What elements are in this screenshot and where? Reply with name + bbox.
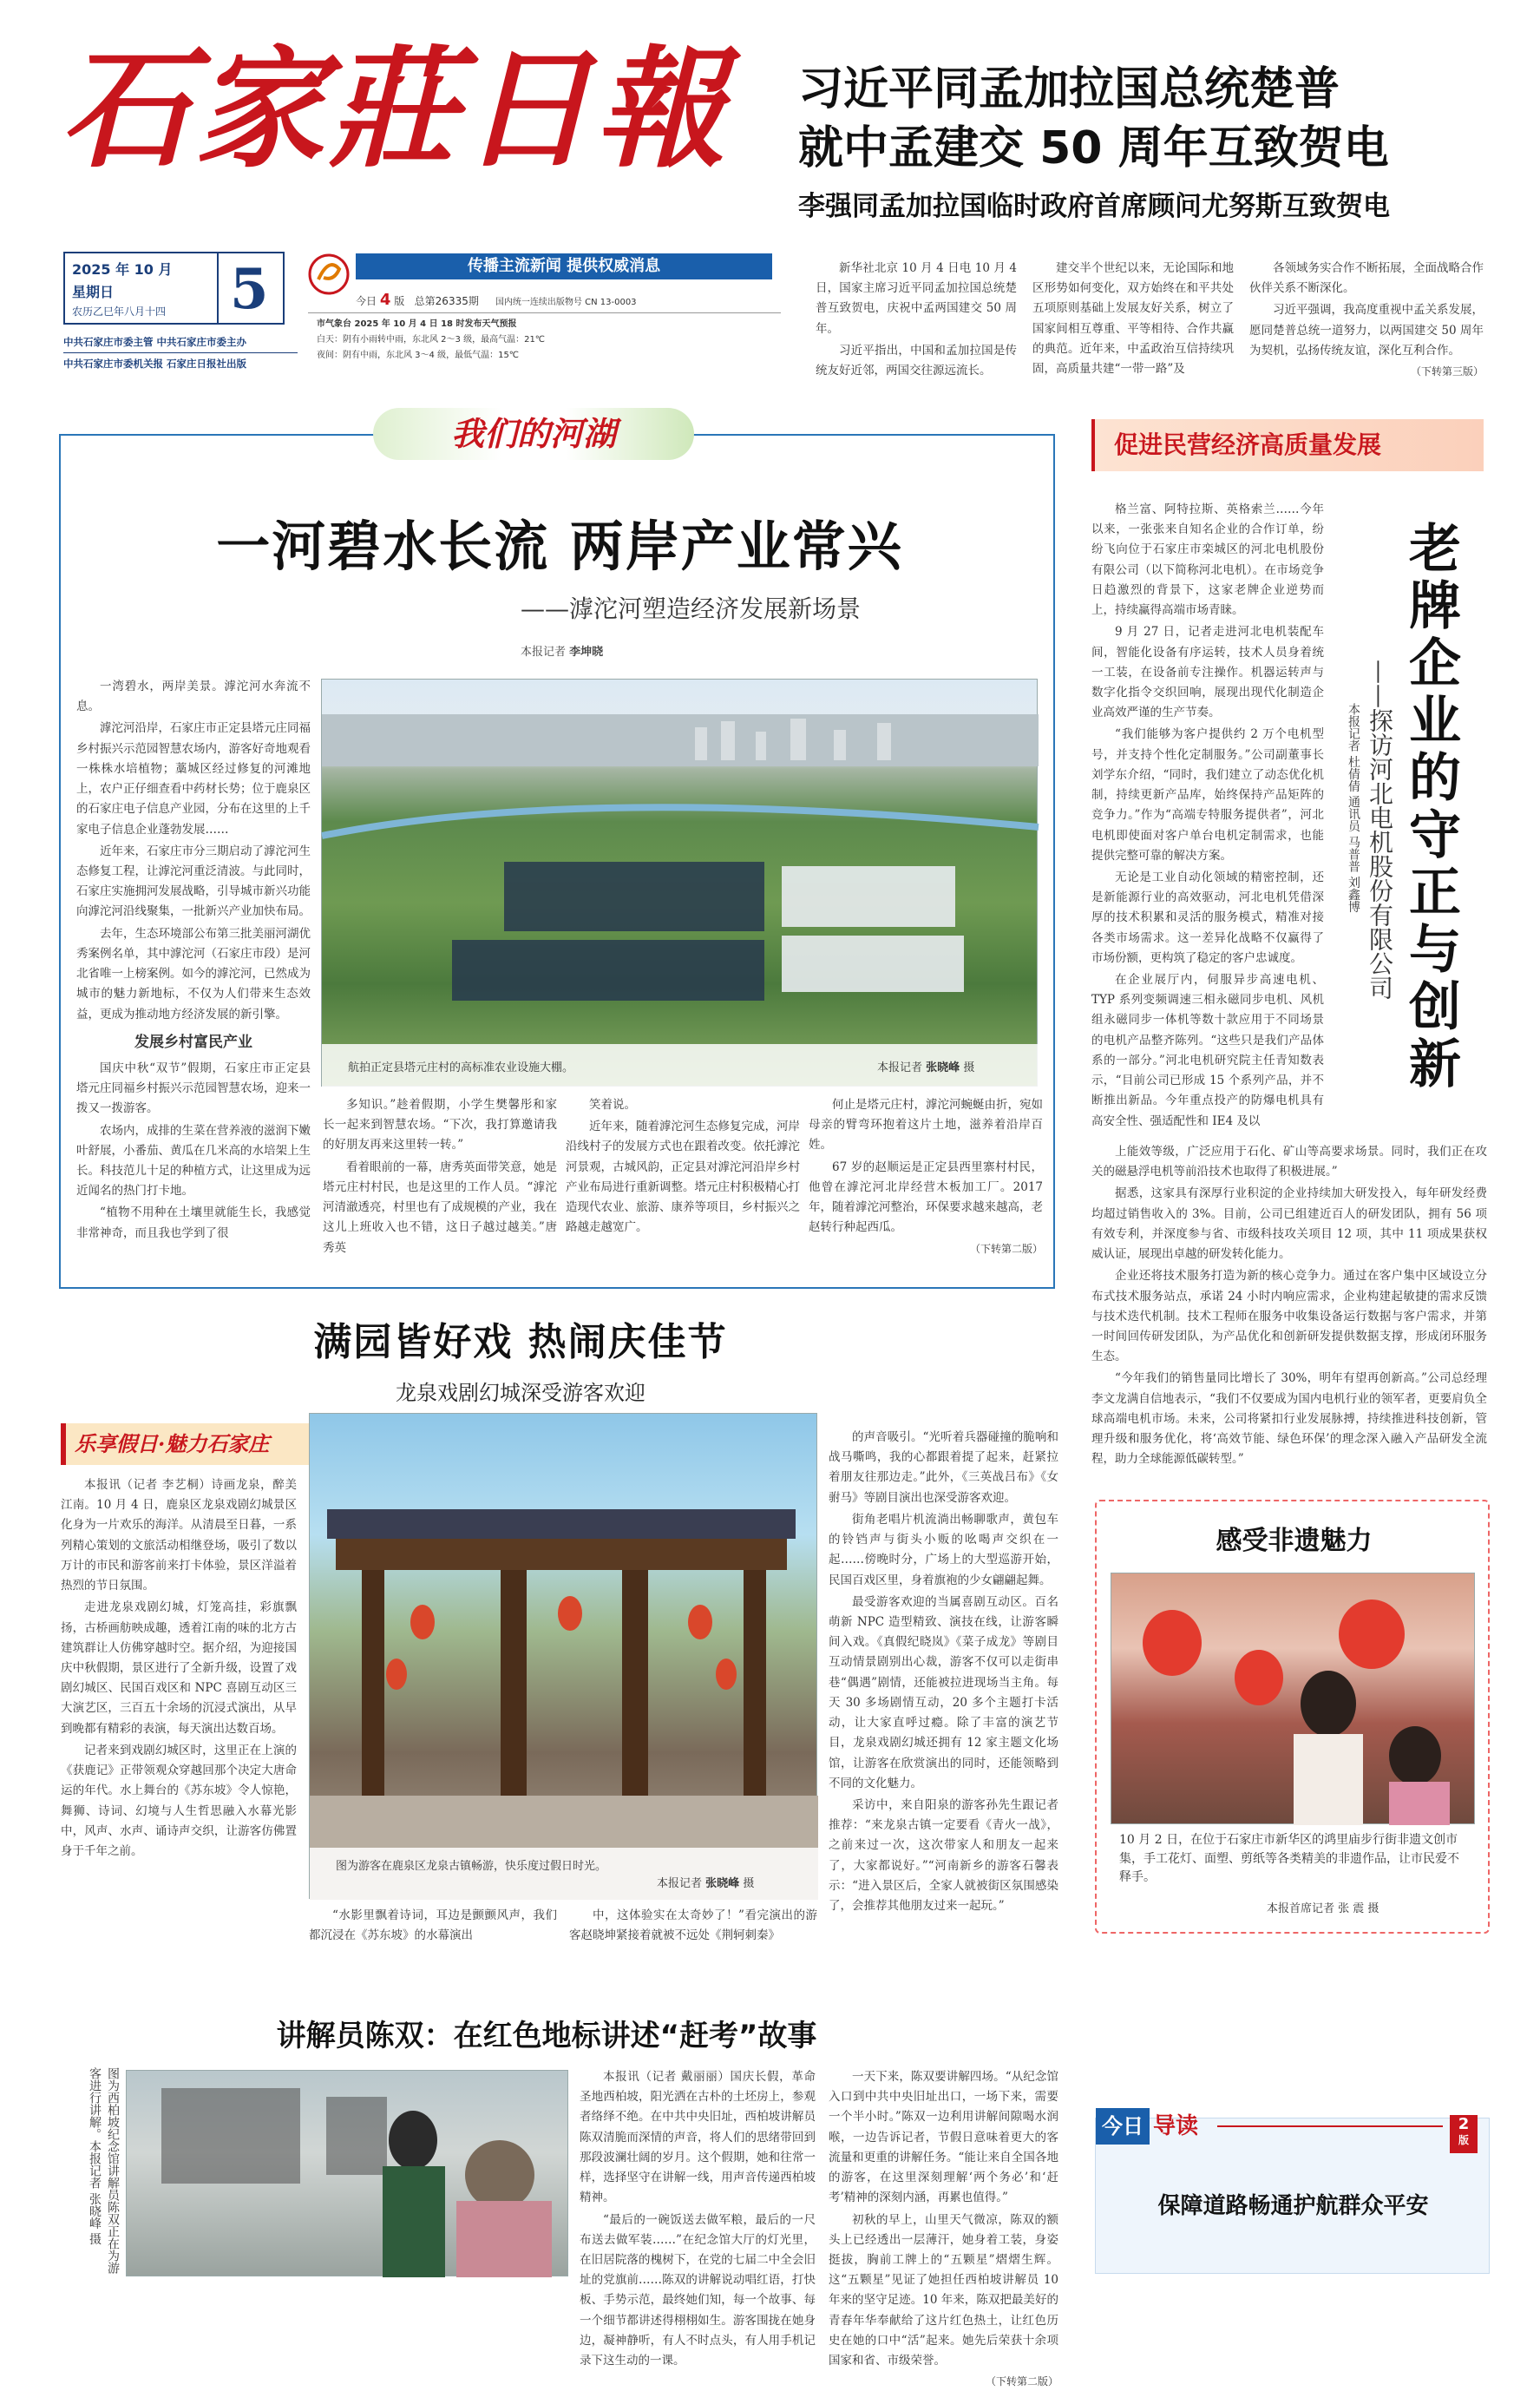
weather-box (308, 312, 781, 380)
paragraph: 习近平强调，我高度重视中孟关系发展，愿同楚普总统一道努力，以两国建交 50 周年为契机，弘扬传统友谊，深化互利合作。 (1249, 303, 1484, 358)
turn-note: （下转第三版） (1410, 365, 1484, 378)
page-unit: 版 (1458, 2134, 1469, 2146)
private-banner-text: 促进民营经济高质量发展 (1114, 430, 1382, 459)
page-number: 2 (1458, 2115, 1470, 2133)
river-subtitle: ——滹沱河塑造经济发展新场景 (521, 594, 862, 623)
opera-photo-credit (657, 1875, 754, 1893)
river-tag (373, 408, 694, 460)
lead-col-1 (816, 259, 1017, 415)
heritage-caption: 10 月 2 日，在位于石家庄市新华区的鸿里庙步行街非遗文创市集，手工花灯、面塑、剪纸等各类精美的非遗作品，让市民爱不释手。 (1119, 1833, 1459, 1885)
credit-name: 张晓峰 (705, 1877, 740, 1890)
pages-count: 4 (379, 291, 391, 309)
paragraph: 一天下来，陈双要讲解四场。“从纪念馆入口到中共中央旧址出口，一场下来，需要一个半小时。”陈双一边利用讲解间隙喝水润喉，一边告诉记者，节假日意味着更大的客流量和更重的讲解任务。“能让来自全国各地的游客，在这里深刻理解‘两个务必’和‘赶考’精神的深刻内涵，再累也值得。” (829, 2070, 1058, 2205)
paragraph: 最受游客欢迎的当属喜剧互动区。百名萌新 NPC 造型精致、演技在线，让游客瞬间入戏。《真假纪晓岚》《菜子成龙》等剧目互动情景剧别出心裁，游客不仅可以走街串巷“偶遇”剧情，还能被拉进现场当主角。每天 30 多场剧情互动，20 多个主题打卡活动，让大家直呼过瘾。除了丰富的演艺节目，龙泉戏剧幻城还拥有 12 家主题文化场馆，让游客在欣赏演出的同时，还能领略到不同的文化魅力。 (829, 1594, 1058, 1790)
day-number (217, 252, 219, 325)
paragraph: 无论是工业自动化领域的精密控制，还是新能源行业的高效驱动，河北电机凭借深厚的技术积累和灵活的服务模式，精准对接各类市场需求。这一差异化战略不仅赢得了市场份额，更构筑了稳定的客户忠诚度。 (1091, 870, 1324, 965)
credit-label: 本报记者 (877, 1061, 923, 1074)
guide-col-1 (580, 2067, 816, 2368)
paragraph: 何止是塔元庄村，滹沱河蜿蜒由折，宛如母亲的臂弯环抱着这片土地，滋养着沿岸百姓。 (809, 1098, 1043, 1153)
opera-col-2 (309, 1906, 557, 2001)
paper-icon (308, 253, 350, 295)
private-subtitle (1362, 660, 1397, 1094)
issue-line (356, 290, 772, 311)
opera-subtitle: 龙泉戏剧幻城深受游客欢迎 (396, 1381, 645, 1405)
lead-col-3 (1249, 259, 1484, 415)
paragraph: 建交半个世纪以来，无论国际和地区形势如何变化，双方始终在和平共处五项原则基础上发展友好关系，树立了国家间相互尊重、平等相待、合作共赢的典范。近年来，中孟政治互信持续巩固，高质量共建“一带一路”及 (1032, 261, 1234, 377)
opera-photo-caption: 图为游客在鹿泉区龙泉古镇畅游，快乐度过假日时光。 (336, 1860, 607, 1873)
opera-col-4 (829, 1428, 1058, 2000)
turn-note: （下转第二版） (969, 1242, 1043, 1255)
paragraph: 记者来到戏剧幻城区时，这里正在上演的《获鹿记》正带领观众穿越回那个决定大唐命运的年代。水上舞台的《苏东坡》令人惊艳，舞狮、诗词、幻境与人生哲思融入水幕光影中，风声、水声、诵诗声交织，让游客仿佛置身于千年之前。 (61, 1743, 297, 1858)
swirl-icon (308, 253, 350, 295)
paragraph: “水影里飘着诗词，耳边是颤颤风声，我们都沉浸在《苏东坡》的水幕演出 (309, 1908, 557, 1943)
daily-guide-page (1450, 2115, 1478, 2153)
river-title: 一河碧水长流 两岸产业常兴 (216, 515, 903, 578)
paragraph: 67 岁的赵顺运是正定县西里寨村村民，他曾在滹沱河北岸经营木板加工厂。2017 年，随着滹沱河整治，环保要求越来越高，老赵转行种起西瓜。 (809, 1159, 1043, 1235)
credit-name: 张晓峰 (926, 1061, 960, 1074)
river-photo-caption: 航拍正定县塔元庄村的高标准农业设施大棚。 (348, 1061, 574, 1074)
paragraph: 格兰富、阿特拉斯、英格索兰……今年以来，一张张来自知名企业的合作订单，纷纷飞向位于石家庄市栾城区的河北电机股份有限公司（以下简称河北电机）。在市场竞争日趋激烈的背景下，这家老牌企业逆势而上，持续赢得高端市场青睐。 (1091, 503, 1324, 618)
paragraph: “植物不用种在土壤里就能生长，我感觉非常神奇，而且我也学到了很 (76, 1205, 311, 1240)
paragraph: 据悉，这家具有深厚行业积淀的企业持续加大研发投入，每年研发经费均超过销售收入的 3%。目前，公司已组建近百人的研发团队，拥有 56 项有效专利，并深度参与省、市级科技攻关项目 12 项，其中 11 项成果获权威认证，展现出卓越的研发转化能力。 (1091, 1186, 1487, 1262)
paragraph: 近年来，石家庄市分三期启动了滹沱河生态修复工程，让滹沱河重泛清波。与此同时，石家庄实施拥河发展战略，引导城市新兴功能向滹沱河沿线聚集，一批新兴产业加快布局。 (76, 844, 311, 919)
guide-vertical-caption (61, 2067, 121, 2276)
credit-label: 本报记者 (657, 1877, 703, 1890)
private-title (1400, 521, 1468, 1146)
paragraph: 滹沱河沿岸，石家庄市正定县塔元庄同福乡村振兴示范园智慧农场内，游客好奇地观看一株株水培植物；藁城区经过修复的河滩地上，农户正仔细查看中药材长势；位于鹿泉区的石家庄电子信息产业园，分布在这里的上千家电子信息企业蓬勃发展…… (76, 721, 311, 837)
paragraph: 看着眼前的一幕，唐秀英面带笑意，她是塔元庄村村民，也是这里的工作人员。“滹沱河清澈透亮，村里也有了成规模的产业，我在这儿上班收入也不错，这日子越过越美。”唐秀英 (323, 1159, 557, 1255)
private-banner (1091, 419, 1484, 471)
paragraph: 中，这体验实在太奇妙了！”看完演出的游客赵晓坤紧接着就被不远处《荆轲刺秦》 (569, 1908, 817, 1943)
daily-guide-item[interactable]: 保障道路畅通护航群众平安 (1157, 2193, 1429, 2219)
paragraph: 笑着说。 (589, 1098, 636, 1112)
river-photo-credit (877, 1060, 974, 1077)
paragraph: 多知识。”趁着假期，小学生樊馨彤和家长一起来到智慧农场。“下次，我打算邀请我的好朋友再来这里转一转。” (323, 1098, 557, 1153)
lead-title-2: 就中孟建交 50 周年互致贺电 (798, 122, 1389, 174)
newspaper-logo (52, 24, 798, 186)
heritage-credit: 本报首席记者 张 震 摄 (1267, 1902, 1379, 1915)
guide-scene (127, 2071, 569, 2277)
river-subhead: 发展乡村富民产业 (134, 1033, 252, 1051)
private-subtitle-text: ——探访河北电机股份有限公司 (1366, 660, 1394, 1000)
weather-line: 夜间：阴有中雨，东北风 3～4 级，最低气温：15℃ (317, 351, 520, 360)
private-title-text: 老牌企业的守正与创新 (1400, 521, 1461, 1094)
river-aerial-photo (321, 679, 1038, 1087)
lead-title-1: 习近平同孟加拉国总统楚普 (798, 63, 1340, 115)
lunar-text: 农历乙巳年八月十四 (72, 305, 167, 318)
river-col-4 (809, 1095, 1043, 1278)
byline-name: 李坤晓 (569, 646, 604, 659)
weather-title: 市气象台 2025 年 10 月 4 日 18 时发布天气预报 (317, 319, 517, 329)
private-byline-text: 本报记者 杜倩倩 通讯员 马普普 刘鑫博 (1347, 703, 1360, 913)
opera-col-3 (569, 1906, 817, 2001)
byline-label: 本报记者 (521, 646, 567, 659)
market-scene (1111, 1573, 1476, 1825)
lead-col-2 (1032, 259, 1234, 415)
cn-number: 国内统一连续出版物号 CN 13-0003 (495, 298, 637, 307)
sponsor-line: 中共石家庄市委机关报 石家庄日报社出版 (63, 358, 247, 370)
paragraph: 近年来，随着滹沱河生态修复完成，河岸沿线村子的发展方式也在跟着改变。依托滹沱河景观，古城风韵，正定县对滹沱河沿岸乡村产业布局进行重新调整。塔元庄村积极精心打造现代农业、旅游、康养等项目，乡村振兴之路越走越宽广。 (566, 1120, 800, 1235)
opera-title: 满园皆好戏 热闹庆佳节 (313, 1320, 728, 1364)
guide-col-2 (829, 2067, 1058, 2388)
paragraph: 在企业展厅内，伺服异步高速电机、TYP 系列变频调速三相永磁同步电机、风机组永磁同步一体机等数十款应用于不同场景的电机产品整齐陈列。“这些只是我们产品体系的一部分。”河北电机研究院主任青知数表示，“目前公司已形成 15 个系列产品，并不断推出新品。今年重点投产的防爆电机具有高安全性、强适配性和 IE4 及以 (1091, 973, 1324, 1128)
paragraph: “最后的一碗饭送去做军粮，最后的一尺布送去做军装……”在纪念馆大厅的灯光里，在旧居院落的槐树下，在党的七届二中全会旧址的党旗前……陈双的讲解说动唱红语，打快板、手势示范，最终她们知，每一个故事、每一个细节都讲述得栩栩如生。游客围拢在她身边，凝神静听，有人不时点头，有人用手机记录下这生动的一课。 (580, 2212, 816, 2368)
day-number-text: 5 (230, 257, 269, 322)
guide-photo (126, 2070, 568, 2276)
paragraph: 上能效等级，广泛应用于石化、矿山等高要求场景。同时，我们正在攻关的磁悬浮电机等前沿技术也取得了积极进展。” (1091, 1145, 1487, 1179)
issue-number: 总第26335期 (414, 295, 479, 307)
opera-photo (309, 1413, 817, 1899)
opera-tag-text: 乐享假日·魅力石家庄 (75, 1431, 270, 1456)
paragraph: 本报讯（记者 李艺桐）诗画龙泉，醉美江南。10 月 4 日，鹿泉区龙泉戏剧幻城景区化身为一片欢乐的海洋。从清晨至日暮，一系列精心策划的文旅活动相继登场，吸引了数以万计的市民和游客前来打卡体验，景区洋溢着热烈的节日氛围。 (61, 1478, 297, 1593)
paragraph: 的声音吸引。“光听着兵器碰撞的脆响和战马嘶鸣，我的心都跟着提了起来，赶紧拉着朋友往那边走。”此外，《三英战吕布》《女驸马》等剧目演出也深受游客欢迎。 (829, 1430, 1058, 1505)
aerial-scene (322, 680, 1039, 1087)
guide-title: 讲解员陈双：在红色地标讲述“赶考”故事 (276, 2019, 817, 2053)
weekday-text: 星期日 (72, 284, 115, 300)
today-label: 今日 (356, 295, 377, 307)
paragraph: 街角老唱片机流淌出畅聊歌声，黄包车的铃铛声与街头小贩的吆喝声交织在一起……傍晚时分，广场上的大型巡游开始，民国百戏区里，身着旗袍的少女翩翩起舞。 (829, 1512, 1058, 1587)
river-col-2 (323, 1095, 557, 1278)
paragraph: 企业还将技术服务打造为新的核心竞争力。通过在客户集中区域设立分布式技术服务站点，承诺 24 小时内响应需求，企业构建起敏捷的需求反馈与技术迭代机制。技术工程师在服务中收集设备运行数据与客户需求，并第一时间回传研发团队，为产品优化和创新研发提供数据支撑，形成闭环服务生态。 (1091, 1269, 1487, 1364)
date-text: 2025 年 10 月 (72, 261, 173, 278)
paragraph: 习近平指出，中国和孟加拉国是传统友好近邻，两国交往源远流长。 (816, 343, 1017, 378)
opera-tag (61, 1423, 338, 1465)
weather-line: 白天：阴有小雨转中雨，东北风 2～3 级，最高气温：21℃ (317, 335, 546, 345)
vcap-text: 图为西柏坡纪念馆讲解员陈双正在为游客进行讲解。本报记者 张晓峰 摄 (88, 2067, 120, 2274)
paragraph: 本报讯（记者 戴丽丽）国庆长假，革命圣地西柏坡，阳光洒在古朴的土坯房上，参观者络绎不绝。在中共中央旧址，西柏坡讲解员陈双清脆而深情的声音，将人们的思绪带回到那段波澜壮阔的岁月。这个假期，她和往常一样，选择坚守在讲解一线，用声音传递西柏坡精神。 (580, 2070, 816, 2205)
paragraph: 一湾碧水，两岸美景。滹沱河水奔流不息。 (76, 680, 311, 714)
slogan-bar: 传播主流新闻 提供权威消息 (356, 253, 772, 279)
credit-tail: 摄 (743, 1877, 755, 1890)
sponsor-line: 中共石家庄市委主管 中共石家庄市委主办 (63, 332, 298, 353)
private-col-2 (1091, 1142, 1487, 1498)
paragraph: 新华社北京 10 月 4 日电 10 月 4 日，国家主席习近平同孟加拉国总统楚普互致贺电，庆祝中孟两国建交 50 周年。 (816, 261, 1017, 336)
paragraph: 农场内，成排的生菜在营养液的滋润下嫩叶舒展，小番茄、黄瓜在几米高的水培架上生长。科技范儿十足的种植方式，让这里成为远近闻名的热门打卡地。 (76, 1123, 311, 1199)
paragraph: 9 月 27 日，记者走进河北电机装配车间，智能化设备有序运转，技术人员身着统一工装，在设备前专注操作。机器运转声与数字化指令交织回响，展现出现代化制造企业高效严谨的生产节奏。 (1091, 625, 1324, 720)
masthead (52, 24, 798, 250)
river-byline (521, 642, 781, 659)
svg-text:石家莊日報: 石家莊日報 (61, 33, 730, 186)
archway-scene (310, 1414, 818, 1900)
daily-guide-label-b: 导读 (1153, 2113, 1199, 2139)
paragraph: 走进龙泉戏剧幻城，灯笼高挂，彩旗飘扬，古桥画舫映成趣，透着江南的味的北方古建筑群让人仿佛穿越时空。据介绍，为迎接国庆中秋假期，景区进行了全新升级，设置了戏剧幻城区、民国百戏区和 NPC 喜剧互动区三大演艺区，三百五十余场的沉浸式演出，从早到晚都有精彩的表演，每天演出达数百场。 (61, 1600, 297, 1736)
credit-tail: 摄 (963, 1061, 975, 1074)
paragraph: “我们能够为客户提供约 2 万个电机型号，并支持个性化定制服务。”公司副董事长刘学东介绍，“同时，我们建立了动态优化机制，持续更新产品库，始终保持产品矩阵的竞争力。”作为“高端专特服务提供者”，河北电机即使面对客户单台电机定制需求，也能提供完整可靠的解决方案。 (1091, 727, 1324, 863)
paragraph: 初秋的早上，山里天气微凉，陈双的额头上已经透出一层薄汗，她身着工装，身姿挺拔，胸前工牌上的“五颗星”熠熠生辉。这“五颗星”见证了她担任西柏坡讲解员 10 年来的坚守足迹。10 年来，陈双把最美好的青春年华奉献给了这片红色热土，让红色历史在她的口中“活”起来。她先后荣获十余项国家和省、市级荣誉。 (829, 2212, 1058, 2368)
river-col-3 (566, 1095, 800, 1278)
private-byline (1333, 703, 1362, 989)
heritage-photo (1111, 1573, 1475, 1824)
date-box (63, 252, 285, 325)
turn-note: （下转第二版） (985, 2375, 1058, 2388)
lead-subtitle: 李强同孟加拉国临时政府首席顾问尤努斯互致贺电 (798, 191, 1390, 222)
heritage-title: 感受非遗魅力 (1216, 1526, 1373, 1556)
daily-guide-rule (1217, 2125, 1443, 2127)
river-tag-text: 我们的河湖 (450, 414, 616, 453)
paragraph: 各领域务实合作不断拓展，全面战略合作伙伴关系不断深化。 (1249, 261, 1484, 296)
paragraph: 国庆中秋“双节”假期，石家庄市正定县塔元庄同福乡村振兴示范园智慧农场，迎来一拨又一拨游客。 (76, 1061, 311, 1116)
paragraph: 采访中，来自阳泉的游客孙先生跟记者推荐：“来龙泉古镇一定要看《青火一战》，之前来过一次，这次带家人和朋友一起来了，大家都说好。”“河南新乡的游客石馨表示：“进入景区后，全家人就被街区氛围感染了，会推荐其他朋友过来一起玩。” (829, 1797, 1058, 1914)
paragraph: 去年，生态环境部公布第三批美丽河湖优秀案例名单，其中滹沱河（石家庄市段）是河北省唯一上榜案例。如今的滹沱河，已然成为城市的魅力新地标，不仅为人们带来生态效益，更成为推动地方经济发展的新引擎。 (76, 926, 311, 1021)
pages-unit: 版 (394, 295, 405, 307)
paragraph: “今年我们的销售量同比增长了 30%，明年有望再创新高。”公司总经理李文龙满自信地表示，“我们不仅要成为国内电机行业的领军者，更要肩负全球高端电机市场。未来，公司将紧扣行业发展脉搏，持续推进科技创新，管理升级和服务优化，将‘高效节能、绿色环保’的理念深入融入产品研发全流程，助力全球能源低碳转型。” (1091, 1371, 1487, 1467)
sponsor-box (63, 332, 298, 380)
daily-guide-box (1095, 2113, 1490, 2274)
river-col-1 (76, 677, 311, 1276)
daily-guide-label-a: 今日 (1096, 2108, 1150, 2145)
